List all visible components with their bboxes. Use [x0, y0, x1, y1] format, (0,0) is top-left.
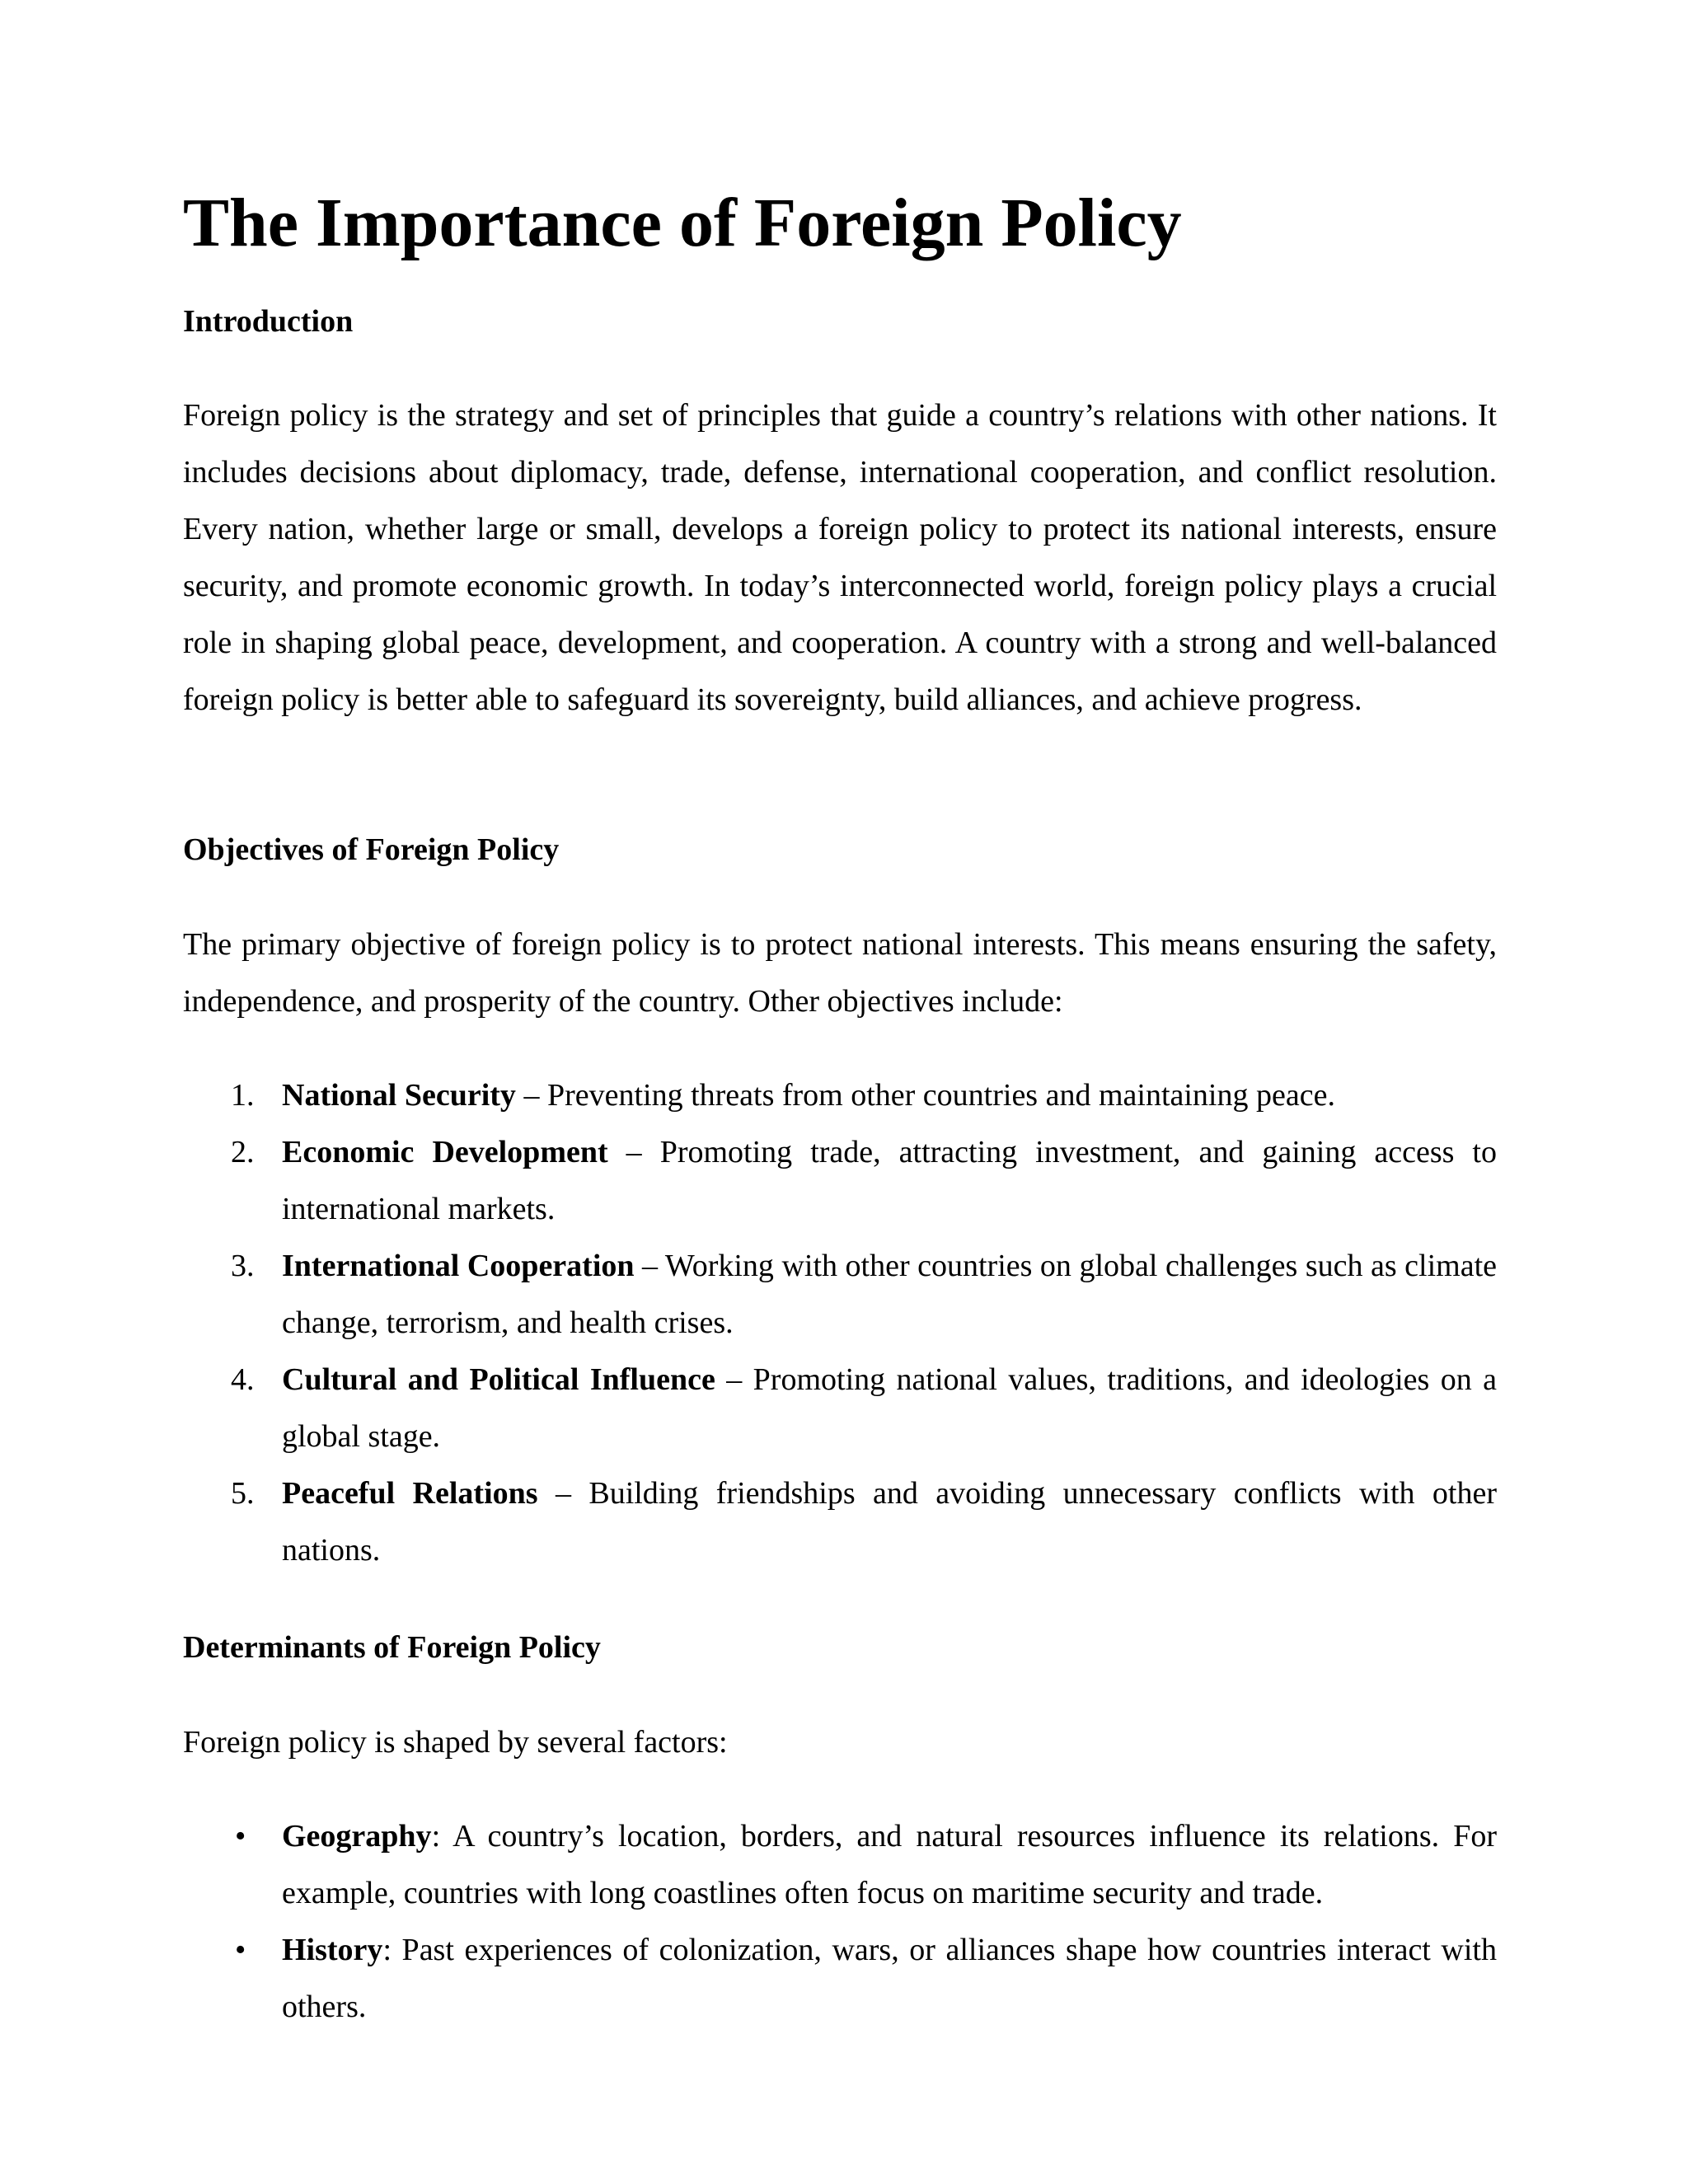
- list-item-number: 3.: [231, 1249, 255, 1283]
- list-item: [183, 1124, 1497, 1238]
- list-item-term: Geography: [282, 1819, 432, 1854]
- determinants-heading: Determinants of Foreign Policy: [183, 1630, 601, 1665]
- list-item-text: – Building friendships and avoiding unnecessary conflicts with other nations.: [282, 1476, 1498, 1568]
- list-item-number: 4.: [231, 1362, 255, 1397]
- list-item-term: History: [282, 1933, 383, 1967]
- determinants-list: [183, 1808, 1497, 2036]
- list-item-text: – Promoting national values, traditions, and ideologies on a global stage.: [282, 1362, 1497, 1454]
- list-item-term: Economic Development: [282, 1135, 608, 1169]
- objectives-heading: Objectives of Foreign Policy: [183, 832, 560, 867]
- list-item-text: : A country’s location, borders, and natural resources influence its relations. For example, countries with long coastlines often focus on maritime security and trade.: [282, 1819, 1497, 1910]
- list-item-term: Cultural and Political Influence: [282, 1362, 715, 1397]
- list-item-term: National Security: [282, 1078, 516, 1113]
- objectives-list: [183, 1067, 1497, 1579]
- list-item-number: 2.: [231, 1135, 255, 1169]
- introduction-paragraph: Foreign policy is the strategy and set of principles that guide a country’s relations with other nations. It includes decisions about diplomacy, trade, defense, international cooperation, and conflict resolution. Every nation, whether large or small, develops a foreign policy to protect its national interests, ensure security, and promote economic growth. In today’s interconnected world, foreign policy plays a crucial role in shaping global peace, development, and cooperation. A country with a strong and well-balanced foreign policy is better able to safeguard its sovereignty, build alliances, and achieve progress.: [183, 398, 1497, 717]
- list-item-term: International Cooperation: [282, 1249, 635, 1283]
- list-item-text: – Working with other countries on global challenges such as climate change, terrorism, and health crises.: [282, 1249, 1498, 1340]
- list-item: [183, 1922, 1497, 2036]
- bullet-icon: •: [235, 1933, 246, 1967]
- objectives-paragraph: The primary objective of foreign policy is to protect national interests. This means ensuring the safety, independence, and prosperity of the country. Other objectives include:: [183, 927, 1497, 1019]
- list-item: [183, 1238, 1497, 1352]
- list-item-term: Peaceful Relations: [282, 1476, 538, 1511]
- bullet-icon: •: [235, 1819, 246, 1854]
- list-item-text: : Past experiences of colonization, wars, or alliances shape how countries interact with others.: [282, 1933, 1497, 2024]
- list-item-text: – Promoting trade, attracting investment, and gaining access to international markets.: [282, 1135, 1497, 1226]
- list-item-number: 5.: [231, 1476, 255, 1511]
- list-item: [183, 1465, 1497, 1579]
- list-item: [183, 1352, 1497, 1465]
- introduction-heading: Introduction: [183, 304, 354, 339]
- list-item: [183, 1067, 1497, 1124]
- list-item: [183, 1808, 1497, 1922]
- list-item-text: – Preventing threats from other countries and maintaining peace.: [515, 1078, 1335, 1113]
- document-title: The Importance of Foreign Policy: [183, 185, 1182, 261]
- list-item-number: 1.: [231, 1078, 255, 1113]
- determinants-paragraph: Foreign policy is shaped by several factors:: [183, 1725, 728, 1760]
